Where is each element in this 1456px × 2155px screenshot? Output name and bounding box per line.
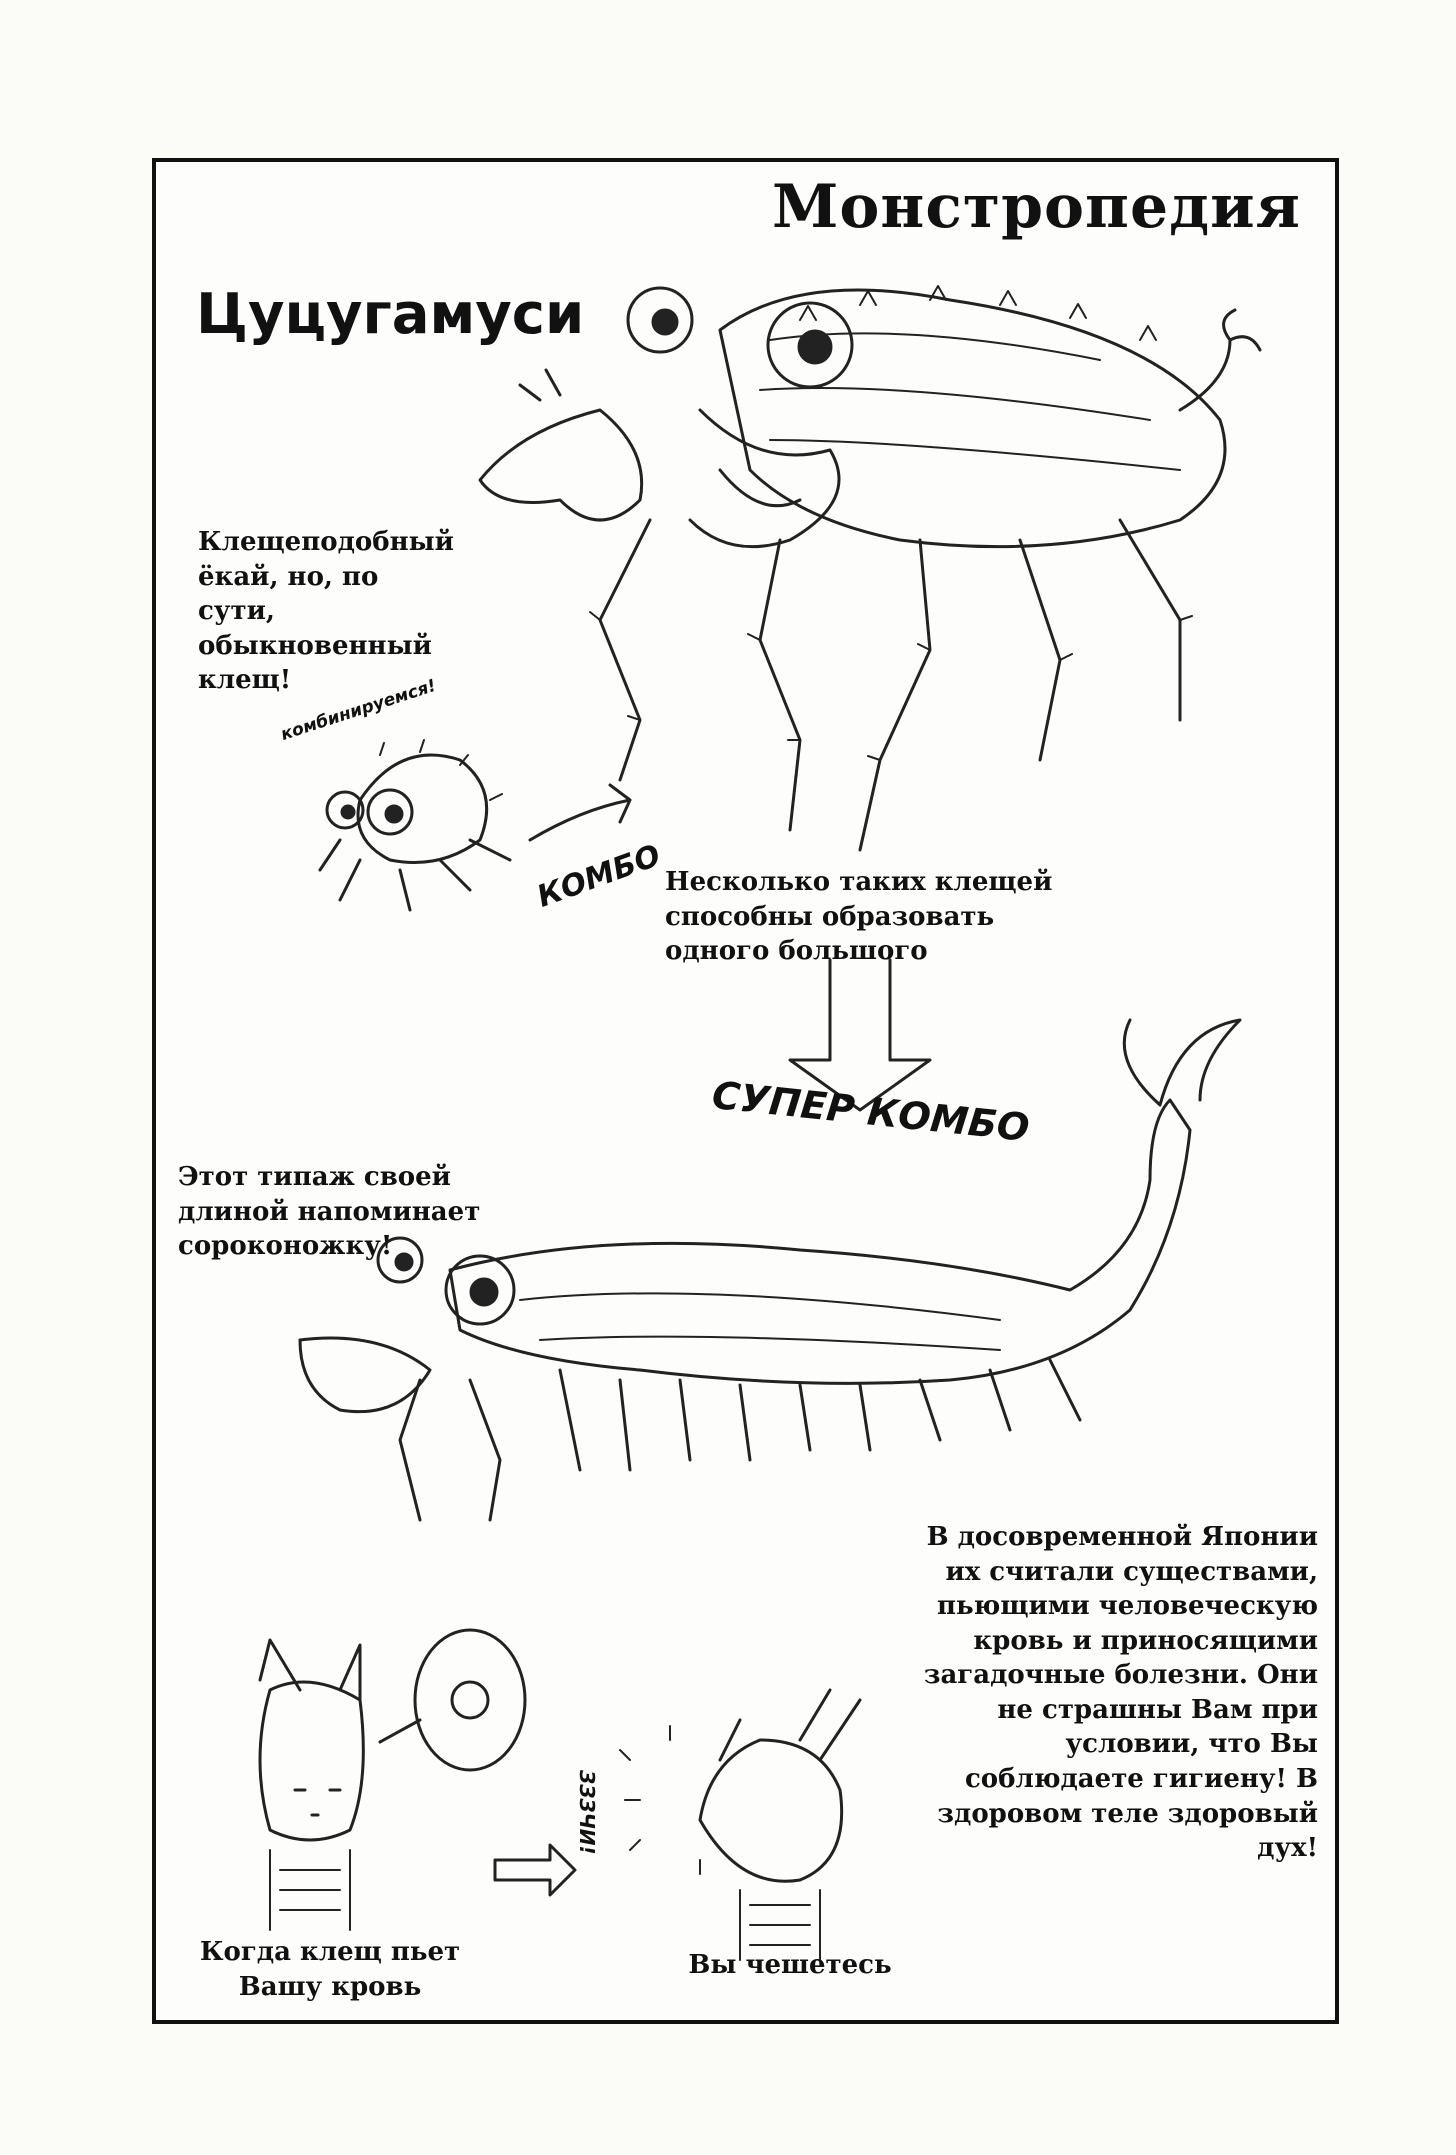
itch-sfx: ЗЗЗЧИ! xyxy=(575,1770,599,1855)
small-tick-drawing xyxy=(320,740,510,910)
giant-tick-drawing xyxy=(480,286,1260,850)
girl-right-drawing xyxy=(620,1690,860,1960)
combo-arrow xyxy=(530,785,630,840)
combine-text: Несколько таких клещей способны образовать одного большого xyxy=(665,867,1053,967)
tick-description-text: Клещеподобный ёкай, но, по сути, обыкновенный клещ! xyxy=(198,527,454,696)
girl-left-drawing xyxy=(260,1630,525,1930)
caption-left: Когда клещ пьет Вашу кровь xyxy=(199,1937,461,2002)
centipede-text: Этот типаж своей длиной напоминает сороконожку! xyxy=(178,1162,481,1262)
combining-sfx: комбинируемся! xyxy=(278,675,439,745)
history-text: В досовременной Японии их считали существами, пьющими человеческую кровь и приносящими загадочные болезни. Они не страшны Вам при условии, что Вы соблюдаете гигиену! В здоровом теле здоровый дух! xyxy=(923,1522,1318,1864)
super-combo-sfx: СУПЕР КОМБО xyxy=(710,1072,1032,1151)
caption-right: Вы чешетесь xyxy=(688,1950,892,1980)
page-title: Монстропедия xyxy=(772,172,1301,242)
monster-name-title: Цуцугамуси xyxy=(196,282,585,347)
combo-sfx: КОМБО xyxy=(532,838,666,915)
panel-arrow xyxy=(495,1845,575,1895)
